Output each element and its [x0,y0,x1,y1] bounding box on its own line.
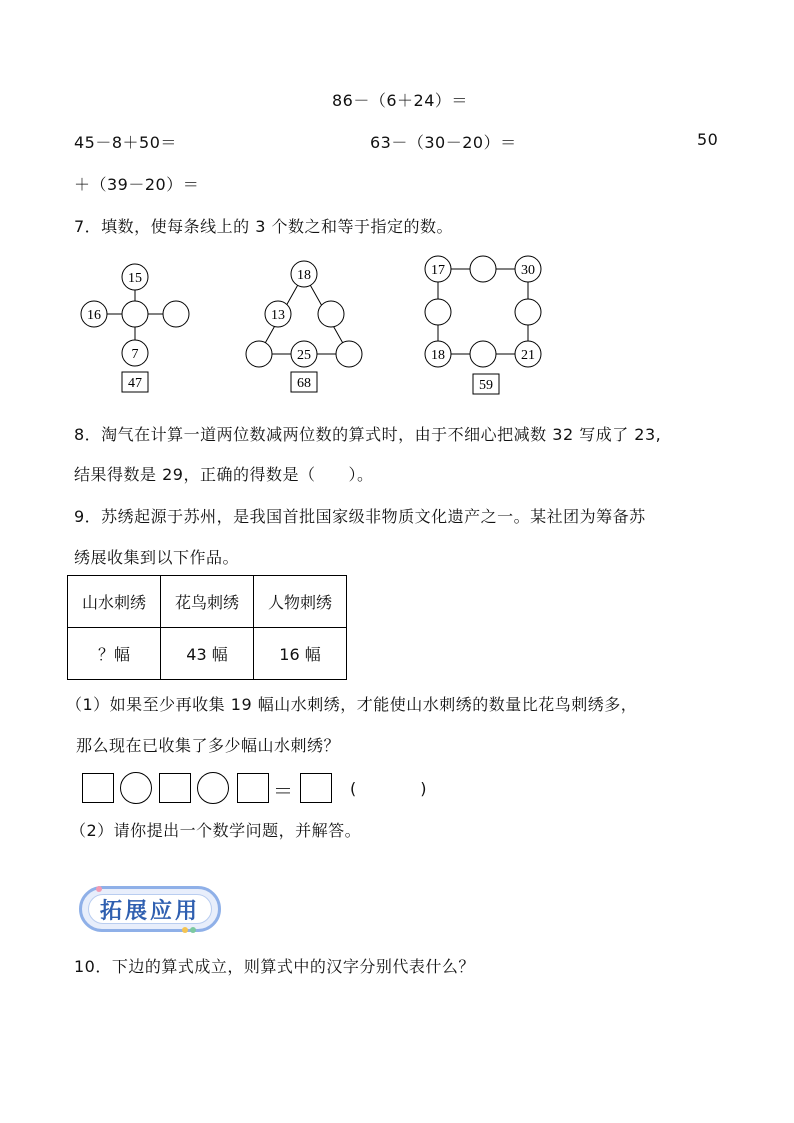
table-cell: 16 幅 [254,628,347,680]
section-badge-label: 拓展应用 [99,898,200,924]
q6-expression-4-end: ＋（39－20）＝ [74,175,200,194]
table-header-row [68,576,347,628]
section-badge [79,886,221,932]
triangle-bottom-right-circle[interactable] [336,341,362,367]
table-header-cell: 山水刺绣 [68,576,161,628]
table-cell: ？幅 [68,628,161,680]
answer-unit-paren[interactable]: ( ) [350,779,427,798]
figure-square [425,256,541,394]
badge-decoration-icon [182,927,188,933]
q6-expression-4-start: 50 [697,130,719,149]
q10-text: 10．下边的算式成立，则算式中的汉字分别代表什么？ [74,957,475,976]
table-row [68,628,347,680]
table-header-cell: 花鸟刺绣 [161,576,254,628]
square-bottom-right-value: 21 [521,348,535,363]
triangle-bottom-mid-value: 25 [297,348,311,363]
answer-box-2[interactable] [159,773,191,803]
triangle-bottom-left-circle[interactable] [246,341,272,367]
embroidery-table [67,575,347,680]
cross-bottom-value: 7 [131,347,139,362]
q9-sub2: （2）请你提出一个数学问题，并解答。 [70,821,362,840]
cross-right-circle[interactable] [163,301,189,327]
answer-box-3[interactable] [237,773,269,803]
figure-cross [81,264,189,392]
q6-expression-3: 63－（30－20）＝ [370,133,517,152]
q9-sub1-line-1: （1）如果至少再收集 19 幅山水刺绣，才能使山水刺绣的数量比花鸟刺绣多， [66,695,638,714]
square-left-mid-circle[interactable] [425,299,451,325]
answer-box-result[interactable] [300,773,332,803]
square-bottom-mid-circle[interactable] [470,341,496,367]
operator-circle-2[interactable] [197,772,229,804]
q7-text: 7．填数，使每条线上的 3 个数之和等于指定的数。 [74,217,454,236]
badge-decoration-icon [190,927,196,933]
square-top-left-value: 17 [431,263,445,278]
triangle-top-value: 18 [297,268,311,283]
cross-center-circle[interactable] [122,301,148,327]
q9-line-1: 9．苏绣起源于苏州，是我国首批国家级非物质文化遗产之一。某社团为筹备苏 [74,507,646,526]
cross-left-value: 16 [87,308,101,323]
table-cell: 43 幅 [161,628,254,680]
q9-sub1-line-2: 那么现在已收集了多少幅山水刺绣？ [76,736,341,755]
figure-triangle [246,261,362,392]
triangle-right-circle[interactable] [318,301,344,327]
q6-expression-1: 86－（6＋24）＝ [332,91,468,110]
equals-sign: ＝ [273,779,293,803]
q8-line-2: 结果得数是 29，正确的得数是（ ）。 [74,465,374,484]
cross-top-value: 15 [128,271,142,286]
square-bottom-left-value: 18 [431,348,445,363]
answer-box-1[interactable] [82,773,114,803]
badge-decoration-icon [96,886,102,892]
square-sum-value: 59 [479,378,493,393]
triangle-sum-value: 68 [297,376,311,391]
section-badge-inner [88,894,212,924]
square-top-mid-circle[interactable] [470,256,496,282]
square-right-mid-circle[interactable] [515,299,541,325]
q7-figures [70,250,535,400]
cross-sum-value: 47 [128,376,142,391]
q8-line-1: 8．淘气在计算一道两位数减两位数的算式时，由于不细心把减数 32 写成了 23, [74,425,662,444]
table-header-cell: 人物刺绣 [254,576,347,628]
square-top-right-value: 30 [521,263,535,278]
q9-line-2: 绣展收集到以下作品。 [74,548,240,567]
q6-expression-2: 45－8＋50＝ [74,133,177,152]
triangle-left-value: 13 [271,308,285,323]
operator-circle-1[interactable] [120,772,152,804]
